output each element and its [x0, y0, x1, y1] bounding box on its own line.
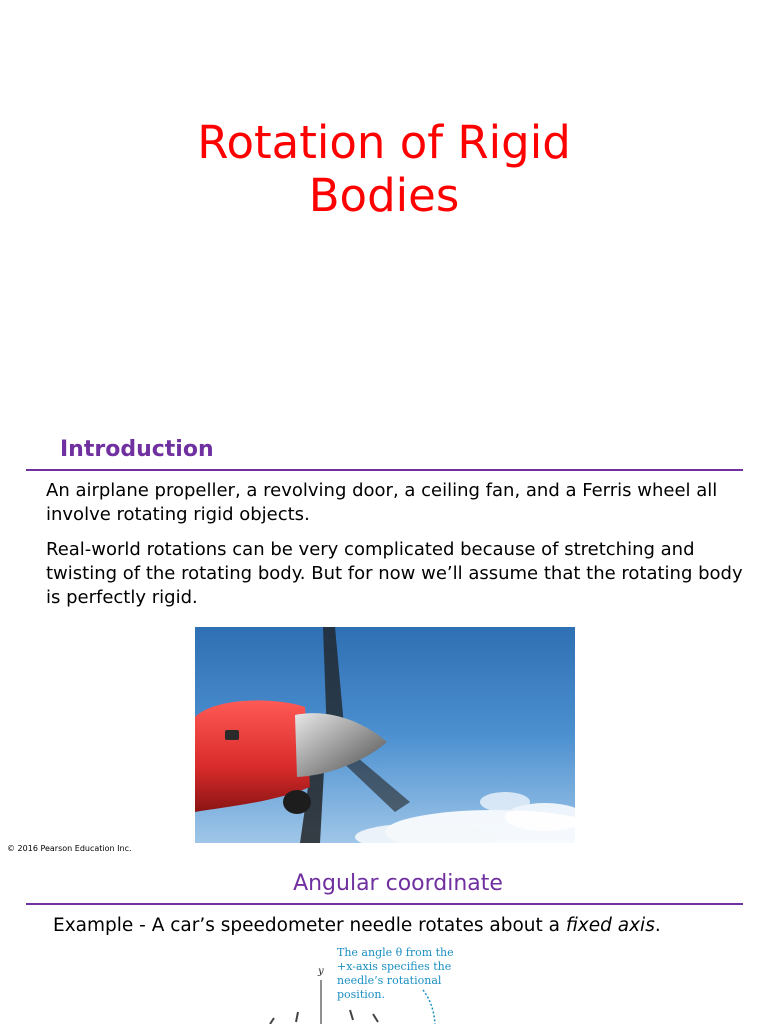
slide-title-line-1: Rotation of Rigid	[197, 116, 571, 169]
propeller-photo	[195, 627, 575, 843]
example-text	[53, 914, 661, 938]
diagram-caption: The angle θ from the +x-axis specifies the needle’s rotational position.	[337, 946, 454, 1001]
intro-paragraph-1: An airplane propeller, a revolving door, a ceiling fan, and a Ferris wheel all involve rotating rigid objects.	[46, 480, 718, 525]
slide-title-line-2: Bodies	[308, 169, 460, 222]
example-suffix: .	[654, 915, 661, 936]
heading-divider-2	[26, 903, 743, 905]
heading-divider	[26, 469, 743, 471]
example-emphasis: fixed axis	[565, 915, 655, 936]
angular-coordinate-heading: Angular coordinate	[293, 871, 503, 896]
y-axis-label: y	[318, 966, 324, 977]
intro-paragraph-2: Real-world rotations can be very complicated because of stretching and twisting of the rotating body. But for now we’ll assume that the rotating body is perfectly rigid.	[46, 539, 743, 608]
copyright-notice: © 2016 Pearson Education Inc.	[7, 844, 132, 853]
example-prefix: Example - A car’s speedometer needle rotates about a	[53, 915, 566, 936]
slide-title	[0, 116, 768, 222]
introduction-heading: Introduction	[60, 437, 214, 462]
